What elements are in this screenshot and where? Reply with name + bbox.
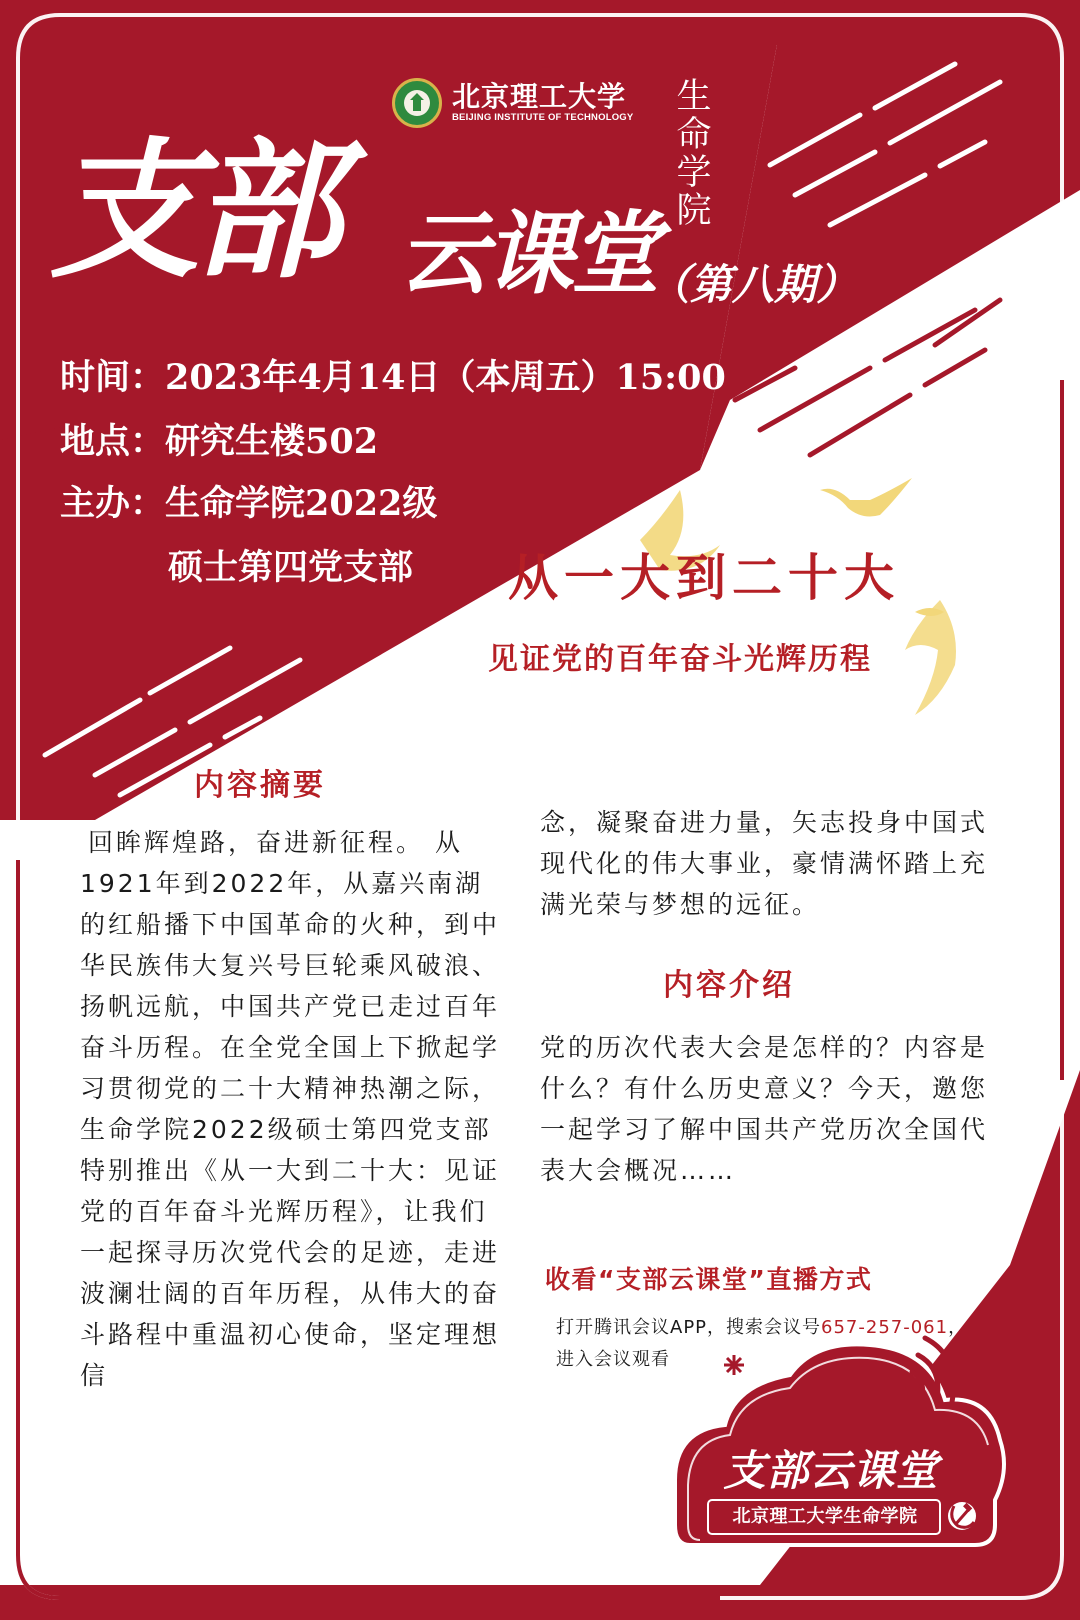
- hammer-sickle-icon: [948, 1502, 976, 1530]
- event-host-line-2: 硕士第四党支部: [168, 547, 414, 588]
- title-part-1: 支部: [50, 125, 335, 299]
- intro-heading: 内容介绍: [663, 968, 795, 1003]
- headline: 从一大到二十大: [508, 549, 900, 607]
- college-name: 生命学院: [676, 77, 712, 231]
- summary-text-left: 回眸辉煌路，奋进新征程。 从1921年到2022年，从嘉兴南湖的红船播下中国革命的火种，到中华民族伟大复兴号巨轮乘风破浪、扬帆远航，中国共产党已走过百年奋斗历程。在全党全国上下掀起学习贯彻党的二十大精神热潮之际，生命学院2022级硕士第四党支部特别推出《从一大到二十大：见证党的百年奋斗光辉历程》，让我们一起探寻历次党代会的足迹，走进波澜壮阔的百年历程，从伟大的奋斗路程中重温初心使命，坚定理想信: [80, 828, 501, 1390]
- university-name: [452, 82, 633, 124]
- meeting-id: 657-257-061: [821, 1317, 949, 1338]
- badge-subtitle: 北京理工大学生命学院: [732, 1506, 918, 1527]
- event-location: 地点：研究生楼502: [60, 421, 379, 462]
- university-logo: [392, 78, 633, 128]
- title-part-2: 云课堂: [398, 202, 656, 307]
- watch-text-before: 打开腾讯会议APP，搜索会议号: [556, 1317, 822, 1338]
- issue-number: （第八期）: [648, 260, 859, 309]
- subheadline: 见证党的百年奋斗光辉历程: [488, 642, 872, 677]
- university-name-cn: 北京理工大学: [452, 80, 627, 113]
- university-name-en: BEIJING INSTITUTE OF TECHNOLOGY: [452, 112, 634, 123]
- event-host: 主办：生命学院2022级: [60, 483, 438, 524]
- badge-title: 支部云课堂: [723, 1446, 939, 1495]
- summary-heading: 内容摘要: [194, 768, 326, 803]
- summary-text-right: 念，凝聚奋进力量，矢志投身中国式现代化的伟大事业，豪情满怀踏上充满光荣与梦想的远征。: [540, 808, 989, 919]
- intro-text: 党的历次代表大会是怎样的？内容是什么？有什么历史意义？今天，邀您一起学习了解中国共产党历次全国代表大会概况……: [540, 1033, 989, 1185]
- watch-instructions: [556, 1312, 976, 1376]
- watch-heading: 收看“支部云课堂”直播方式: [545, 1265, 873, 1294]
- watch-text-after: ，进入会议观看: [556, 1317, 968, 1370]
- frame-line-left-red: [18, 860, 60, 1598]
- university-seal-icon: [392, 78, 442, 128]
- event-time: 时间：2023年4月14日（本周五）15:00: [60, 357, 726, 398]
